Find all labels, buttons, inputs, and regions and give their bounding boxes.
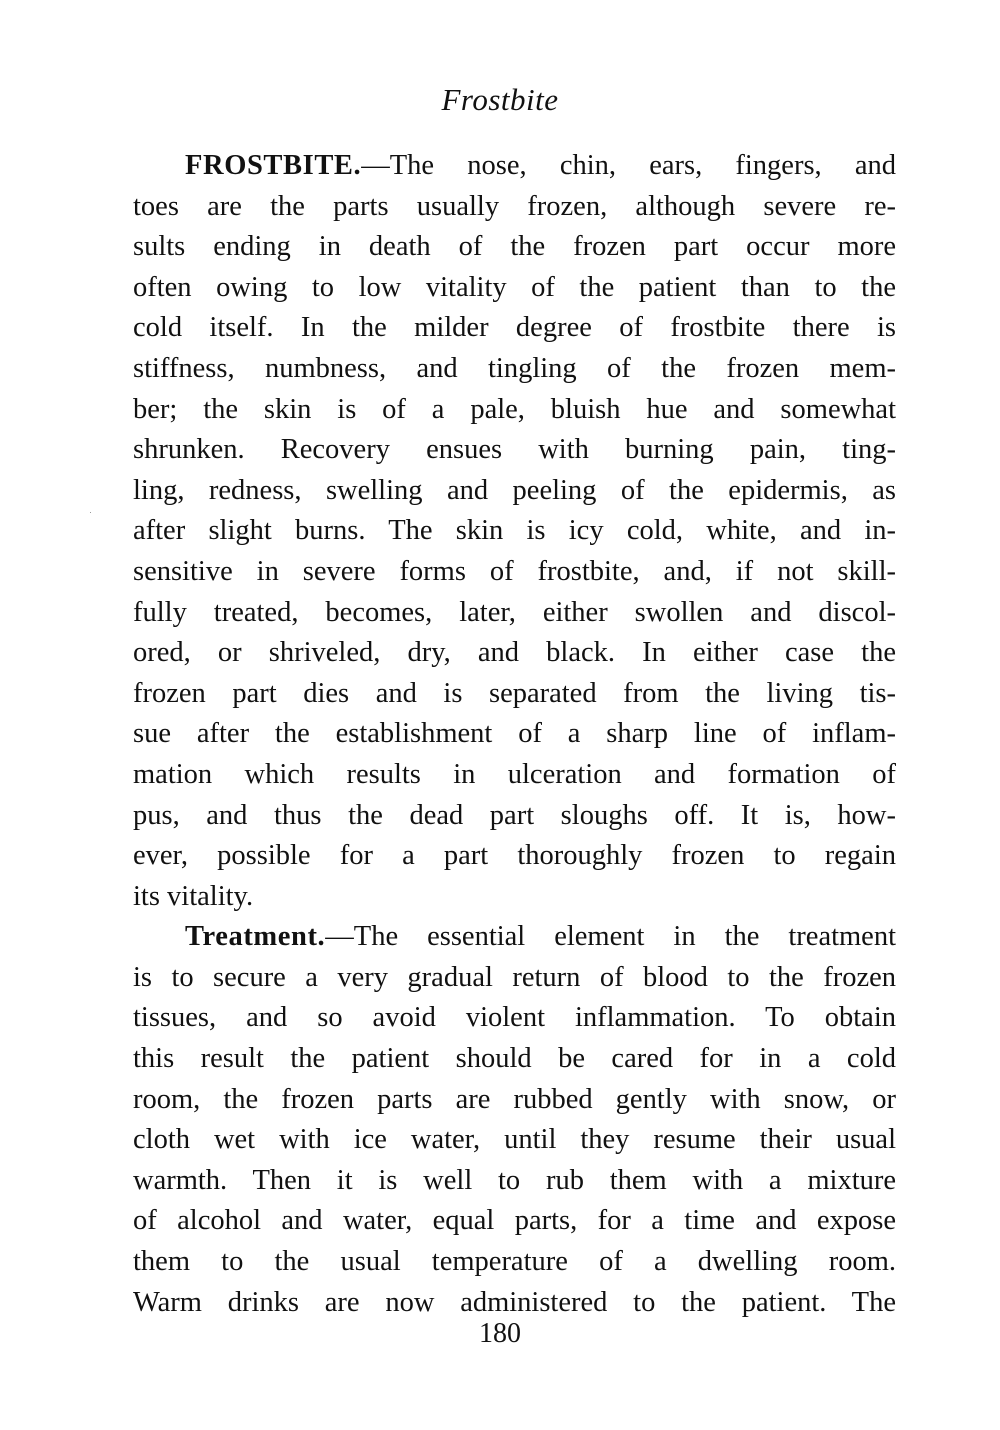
- text-line: stiffness, numbness, and tingling of the frozen mem-: [133, 352, 896, 384]
- text-line: its vitality.: [133, 880, 254, 912]
- text-line: pus, and thus the dead part sloughs off. It is, how-: [133, 799, 896, 831]
- paragraph-treatment-line-1: Treatment.—The essential element in the treatment: [185, 921, 896, 953]
- text-line: toes are the parts usually frozen, although severe re-: [133, 190, 896, 222]
- text-line: frozen part dies and is separated from the living tis-: [133, 677, 896, 709]
- text-line: of alcohol and water, equal parts, for a time and expose: [133, 1205, 896, 1237]
- margin-mark: [90, 512, 91, 513]
- text-line: sults ending in death of the frozen part occur more: [133, 231, 896, 263]
- text-line: ever, possible for a part thoroughly frozen to regain: [133, 840, 896, 872]
- text-line: tissues, and so avoid violent inflammation. To obtain: [133, 1002, 896, 1034]
- text-line: ber; the skin is of a pale, bluish hue and somewhat: [133, 393, 896, 425]
- text-line: mation which results in ulceration and formation of: [133, 758, 896, 790]
- text-line: after slight burns. The skin is icy cold, white, and in-: [133, 515, 896, 547]
- text-line: warmth. Then it is well to rub them with a mixture: [133, 1164, 896, 1196]
- text-line: is to secure a very gradual return of blood to the frozen: [133, 961, 896, 993]
- text-line: sue after the establishment of a sharp line of inflam-: [133, 718, 896, 750]
- text-line: ling, redness, swelling and peeling of the epidermis, as: [133, 474, 896, 506]
- text-line: shrunken. Recovery ensues with burning pain, ting-: [133, 434, 896, 466]
- text-line: ored, or shriveled, dry, and black. In either case the: [133, 637, 896, 669]
- running-head: Frostbite: [441, 82, 559, 117]
- text-line: Warm drinks are now administered to the patient. The: [133, 1286, 896, 1318]
- text-line: often owing to low vitality of the patient than to the: [133, 271, 896, 303]
- text-line: cold itself. In the milder degree of frostbite there is: [133, 312, 896, 344]
- text-line: cloth wet with ice water, until they resume their usual: [133, 1124, 896, 1156]
- text-line: fully treated, becomes, later, either swollen and discol-: [133, 596, 896, 628]
- body-text: [133, 146, 896, 1323]
- page-number: 180: [479, 1318, 521, 1349]
- text-line: room, the frozen parts are rubbed gently with snow, or: [133, 1083, 896, 1115]
- frostbite-heading: FROSTBITE.: [185, 150, 362, 181]
- treatment-heading: Treatment.: [185, 921, 326, 953]
- text-line: them to the usual temperature of a dwelling room.: [133, 1246, 896, 1278]
- text-line: this result the patient should be cared for in a cold: [133, 1043, 896, 1075]
- paragraph-frostbite-line-1: FROSTBITE.—The nose, chin, ears, fingers, and: [185, 150, 896, 181]
- text-line: sensitive in severe forms of frostbite, and, if not skill-: [133, 555, 896, 587]
